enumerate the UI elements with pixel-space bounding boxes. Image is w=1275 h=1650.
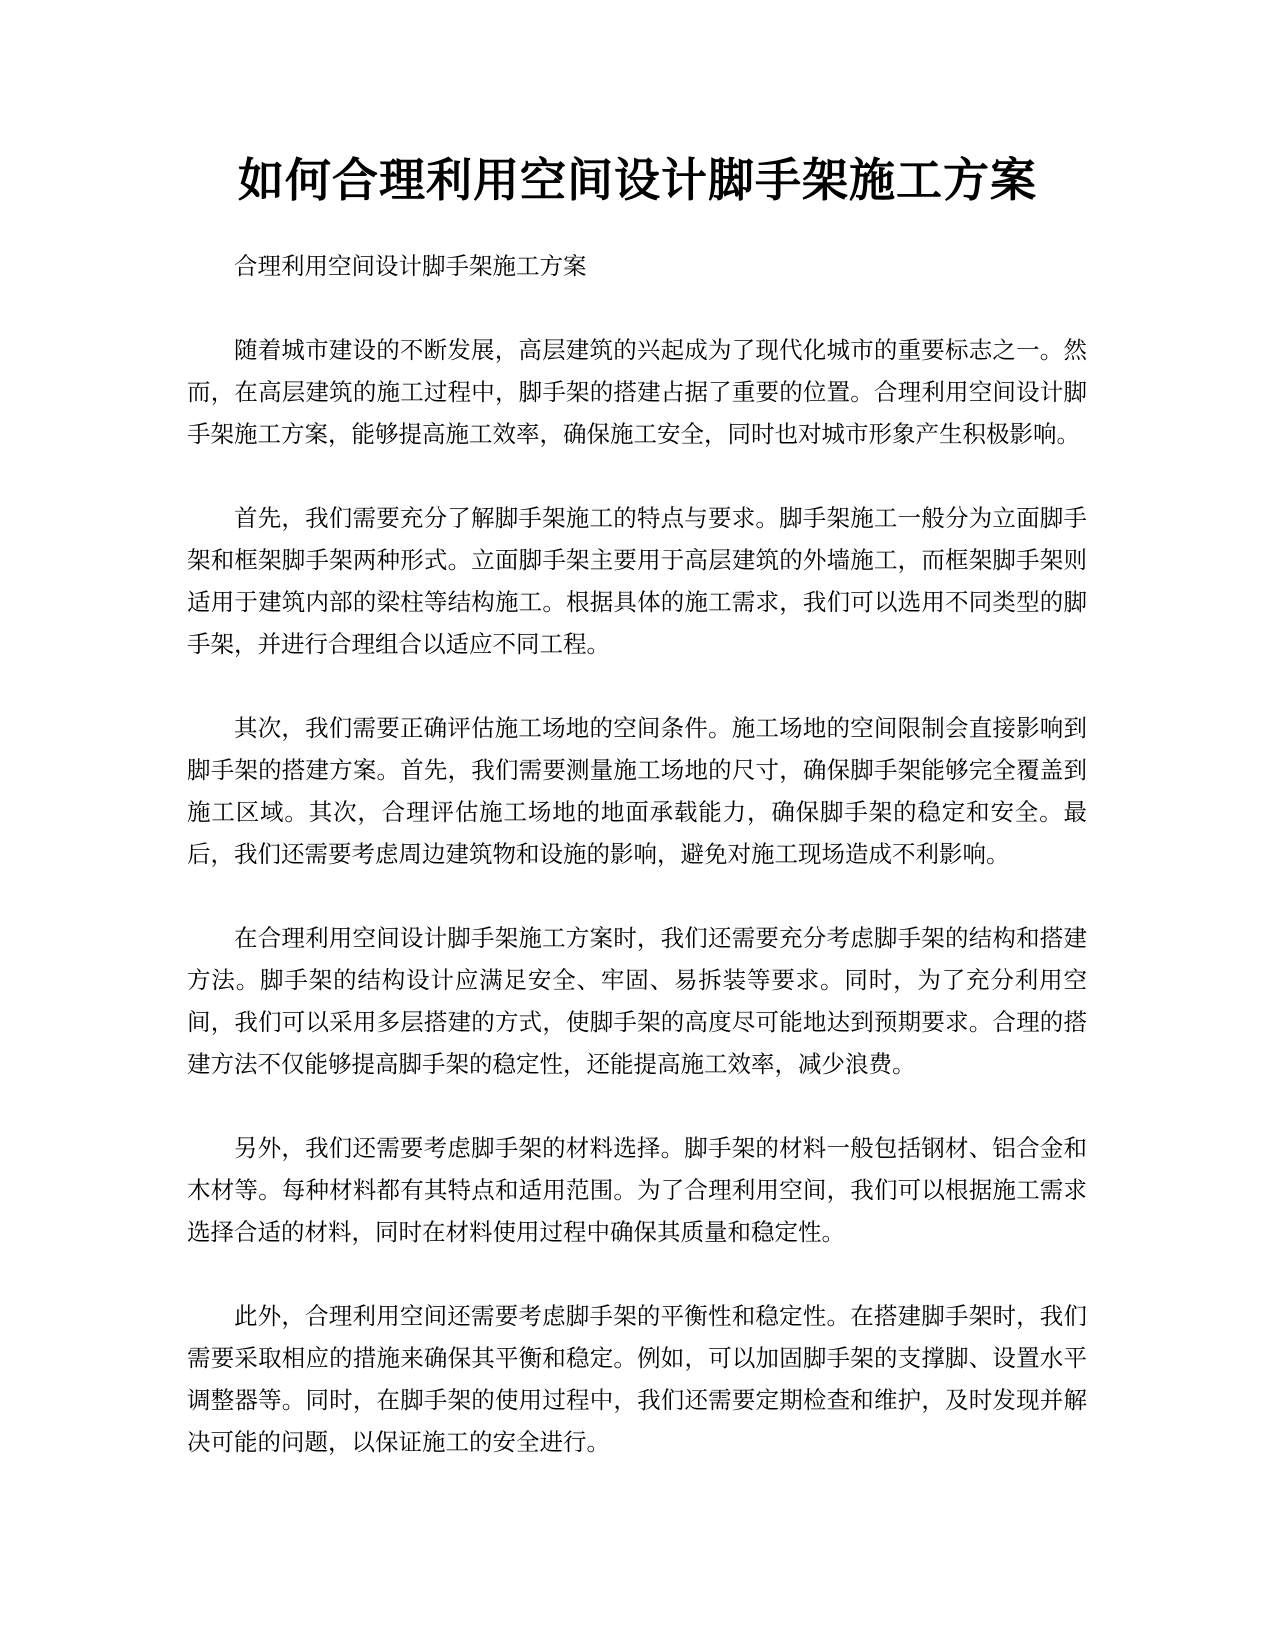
site-assessment-paragraph: 其次，我们需要正确评估施工场地的空间条件。施工场地的空间限制会直接影响到脚手架的搭建方案。首先，我们需要测量施工场地的尺寸，确保脚手架能够完全覆盖到施工区域。其次，合理评估施工场地的地面承载能力，确保脚手架的稳定和安全。最后，我们还需要考虑周边建筑物和设施的影响，避免对施工现场造成不利影响。	[187, 714, 1087, 868]
subtitle-paragraph: 合理利用空间设计脚手架施工方案	[234, 252, 587, 280]
page-title: 如何合理利用空间设计脚手架施工方案	[238, 153, 1037, 207]
scaffold-types-paragraph: 首先，我们需要充分了解脚手架施工的特点与要求。脚手架施工一般分为立面脚手架和框架脚手架两种形式。立面脚手架主要用于高层建筑的外墙施工，而框架脚手架则适用于建筑内部的梁柱等结构施工。根据具体的施工需求，我们可以选用不同类型的脚手架，并进行合理组合以适应不同工程。	[187, 504, 1087, 658]
materials-paragraph: 另外，我们还需要考虑脚手架的材料选择。脚手架的材料一般包括钢材、铝合金和木材等。每种材料都有其特点和适用范围。为了合理利用空间，我们可以根据施工需求选择合适的材料，同时在材料使用过程中确保其质量和稳定性。	[187, 1134, 1087, 1246]
document-body	[187, 245, 1087, 1505]
intro-paragraph: 随着城市建设的不断发展，高层建筑的兴起成为了现代化城市的重要标志之一。然而，在高层建筑的施工过程中，脚手架的搭建占据了重要的位置。合理利用空间设计脚手架施工方案，能够提高施工效率，确保施工安全，同时也对城市形象产生积极影响。	[187, 336, 1087, 448]
stability-paragraph: 此外，合理利用空间还需要考虑脚手架的平衡性和稳定性。在搭建脚手架时，我们需要采取相应的措施来确保其平衡和稳定。例如，可以加固脚手架的支撑脚、设置水平调整器等。同时，在脚手架的使用过程中，我们还需要定期检查和维护，及时发现并解决可能的问题，以保证施工的安全进行。	[187, 1302, 1087, 1456]
structure-method-paragraph: 在合理利用空间设计脚手架施工方案时，我们还需要充分考虑脚手架的结构和搭建方法。脚手架的结构设计应满足安全、牢固、易拆装等要求。同时，为了充分利用空间，我们可以采用多层搭建的方式，使脚手架的高度尽可能地达到预期要求。合理的搭建方法不仅能够提高脚手架的稳定性，还能提高施工效率，减少浪费。	[187, 924, 1087, 1078]
